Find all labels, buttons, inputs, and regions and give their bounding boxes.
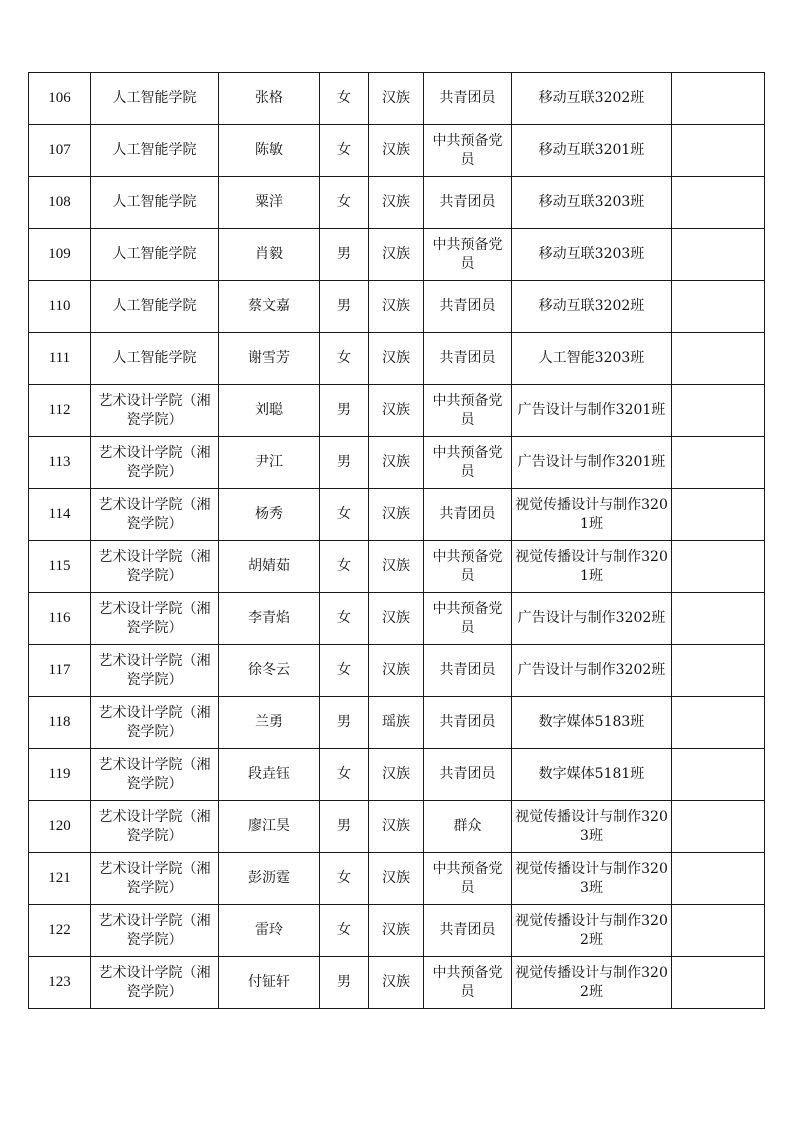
ethnicity-cell: 汉族 (369, 437, 424, 489)
political-status-cell: 共青团员 (424, 697, 512, 749)
class-cell: 移动互联3201班 (512, 125, 672, 177)
ethnicity-cell: 汉族 (369, 125, 424, 177)
gender-cell: 男 (320, 229, 369, 281)
college-cell: 艺术设计学院（湘瓷学院） (91, 645, 219, 697)
blank-cell (672, 593, 765, 645)
row-number-cell: 115 (29, 541, 91, 593)
college-cell: 艺术设计学院（湘瓷学院） (91, 749, 219, 801)
table-row (29, 853, 765, 905)
table-row (29, 645, 765, 697)
political-status-cell: 中共预备党员 (424, 125, 512, 177)
college-cell: 人工智能学院 (91, 177, 219, 229)
student-name-cell: 尹江 (219, 437, 320, 489)
gender-cell: 女 (320, 73, 369, 125)
table-row (29, 541, 765, 593)
class-cell: 移动互联3202班 (512, 281, 672, 333)
gender-cell: 男 (320, 801, 369, 853)
ethnicity-cell: 汉族 (369, 749, 424, 801)
ethnicity-cell: 汉族 (369, 333, 424, 385)
row-number-cell: 119 (29, 749, 91, 801)
gender-cell: 女 (320, 905, 369, 957)
table-row (29, 801, 765, 853)
row-number-cell: 118 (29, 697, 91, 749)
row-number-cell: 109 (29, 229, 91, 281)
gender-cell: 女 (320, 177, 369, 229)
ethnicity-cell: 汉族 (369, 801, 424, 853)
student-name-cell: 张格 (219, 73, 320, 125)
political-status-cell: 共青团员 (424, 749, 512, 801)
table-row (29, 749, 765, 801)
college-cell: 艺术设计学院（湘瓷学院） (91, 385, 219, 437)
class-cell: 视觉传播设计与制作3201班 (512, 541, 672, 593)
political-status-cell: 共青团员 (424, 333, 512, 385)
blank-cell (672, 749, 765, 801)
gender-cell: 女 (320, 541, 369, 593)
blank-cell (672, 125, 765, 177)
political-status-cell: 中共预备党员 (424, 229, 512, 281)
roster-body (29, 73, 765, 1009)
row-number-cell: 116 (29, 593, 91, 645)
political-status-cell: 共青团员 (424, 281, 512, 333)
blank-cell (672, 229, 765, 281)
class-cell: 移动互联3203班 (512, 229, 672, 281)
college-cell: 人工智能学院 (91, 125, 219, 177)
gender-cell: 男 (320, 281, 369, 333)
political-status-cell: 中共预备党员 (424, 853, 512, 905)
student-name-cell: 彭沥霆 (219, 853, 320, 905)
student-name-cell: 肖毅 (219, 229, 320, 281)
blank-cell (672, 73, 765, 125)
student-roster-table (28, 72, 765, 1009)
student-name-cell: 段垚钰 (219, 749, 320, 801)
gender-cell: 女 (320, 489, 369, 541)
gender-cell: 女 (320, 749, 369, 801)
gender-cell: 女 (320, 593, 369, 645)
table-row (29, 125, 765, 177)
college-cell: 艺术设计学院（湘瓷学院） (91, 801, 219, 853)
political-status-cell: 群众 (424, 801, 512, 853)
table-row (29, 333, 765, 385)
college-cell: 艺术设计学院（湘瓷学院） (91, 697, 219, 749)
ethnicity-cell: 汉族 (369, 645, 424, 697)
blank-cell (672, 645, 765, 697)
blank-cell (672, 489, 765, 541)
row-number-cell: 123 (29, 957, 91, 1009)
row-number-cell: 121 (29, 853, 91, 905)
row-number-cell: 122 (29, 905, 91, 957)
row-number-cell: 120 (29, 801, 91, 853)
political-status-cell: 中共预备党员 (424, 541, 512, 593)
blank-cell (672, 801, 765, 853)
student-name-cell: 徐冬云 (219, 645, 320, 697)
gender-cell: 女 (320, 853, 369, 905)
college-cell: 艺术设计学院（湘瓷学院） (91, 905, 219, 957)
college-cell: 人工智能学院 (91, 281, 219, 333)
gender-cell: 男 (320, 437, 369, 489)
political-status-cell: 共青团员 (424, 489, 512, 541)
table-row (29, 697, 765, 749)
class-cell: 广告设计与制作3201班 (512, 385, 672, 437)
row-number-cell: 114 (29, 489, 91, 541)
row-number-cell: 108 (29, 177, 91, 229)
gender-cell: 女 (320, 333, 369, 385)
ethnicity-cell: 汉族 (369, 905, 424, 957)
class-cell: 数字媒体5183班 (512, 697, 672, 749)
class-cell: 广告设计与制作3201班 (512, 437, 672, 489)
table-row (29, 385, 765, 437)
row-number-cell: 107 (29, 125, 91, 177)
ethnicity-cell: 瑶族 (369, 697, 424, 749)
blank-cell (672, 697, 765, 749)
class-cell: 广告设计与制作3202班 (512, 593, 672, 645)
ethnicity-cell: 汉族 (369, 73, 424, 125)
class-cell: 视觉传播设计与制作3202班 (512, 905, 672, 957)
ethnicity-cell: 汉族 (369, 281, 424, 333)
blank-cell (672, 385, 765, 437)
gender-cell: 男 (320, 697, 369, 749)
blank-cell (672, 281, 765, 333)
table-row (29, 229, 765, 281)
gender-cell: 男 (320, 957, 369, 1009)
college-cell: 人工智能学院 (91, 333, 219, 385)
ethnicity-cell: 汉族 (369, 957, 424, 1009)
table-row (29, 957, 765, 1009)
political-status-cell: 共青团员 (424, 73, 512, 125)
table-row (29, 905, 765, 957)
college-cell: 人工智能学院 (91, 73, 219, 125)
student-name-cell: 付钲轩 (219, 957, 320, 1009)
student-name-cell: 蔡文嘉 (219, 281, 320, 333)
table-row (29, 593, 765, 645)
gender-cell: 女 (320, 645, 369, 697)
row-number-cell: 113 (29, 437, 91, 489)
political-status-cell: 共青团员 (424, 177, 512, 229)
college-cell: 艺术设计学院（湘瓷学院） (91, 437, 219, 489)
political-status-cell: 共青团员 (424, 645, 512, 697)
row-number-cell: 112 (29, 385, 91, 437)
class-cell: 移动互联3203班 (512, 177, 672, 229)
class-cell: 移动互联3202班 (512, 73, 672, 125)
college-cell: 艺术设计学院（湘瓷学院） (91, 593, 219, 645)
ethnicity-cell: 汉族 (369, 489, 424, 541)
student-name-cell: 胡婧茹 (219, 541, 320, 593)
college-cell: 艺术设计学院（湘瓷学院） (91, 853, 219, 905)
table-row (29, 73, 765, 125)
gender-cell: 男 (320, 385, 369, 437)
blank-cell (672, 333, 765, 385)
blank-cell (672, 853, 765, 905)
class-cell: 数字媒体5181班 (512, 749, 672, 801)
blank-cell (672, 957, 765, 1009)
student-name-cell: 谢雪芳 (219, 333, 320, 385)
student-name-cell: 廖江昊 (219, 801, 320, 853)
table-row (29, 281, 765, 333)
student-name-cell: 兰勇 (219, 697, 320, 749)
class-cell: 视觉传播设计与制作3203班 (512, 801, 672, 853)
ethnicity-cell: 汉族 (369, 541, 424, 593)
class-cell: 视觉传播设计与制作3201班 (512, 489, 672, 541)
student-name-cell: 刘聪 (219, 385, 320, 437)
student-name-cell: 李青焰 (219, 593, 320, 645)
table-row (29, 177, 765, 229)
row-number-cell: 117 (29, 645, 91, 697)
row-number-cell: 110 (29, 281, 91, 333)
blank-cell (672, 437, 765, 489)
gender-cell: 女 (320, 125, 369, 177)
college-cell: 人工智能学院 (91, 229, 219, 281)
ethnicity-cell: 汉族 (369, 385, 424, 437)
student-name-cell: 杨秀 (219, 489, 320, 541)
class-cell: 人工智能3203班 (512, 333, 672, 385)
ethnicity-cell: 汉族 (369, 177, 424, 229)
blank-cell (672, 177, 765, 229)
political-status-cell: 中共预备党员 (424, 593, 512, 645)
class-cell: 视觉传播设计与制作3202班 (512, 957, 672, 1009)
political-status-cell: 中共预备党员 (424, 437, 512, 489)
table-row (29, 437, 765, 489)
college-cell: 艺术设计学院（湘瓷学院） (91, 541, 219, 593)
ethnicity-cell: 汉族 (369, 229, 424, 281)
ethnicity-cell: 汉族 (369, 853, 424, 905)
political-status-cell: 共青团员 (424, 905, 512, 957)
college-cell: 艺术设计学院（湘瓷学院） (91, 957, 219, 1009)
college-cell: 艺术设计学院（湘瓷学院） (91, 489, 219, 541)
political-status-cell: 中共预备党员 (424, 957, 512, 1009)
ethnicity-cell: 汉族 (369, 593, 424, 645)
political-status-cell: 中共预备党员 (424, 385, 512, 437)
student-name-cell: 粟洋 (219, 177, 320, 229)
class-cell: 广告设计与制作3202班 (512, 645, 672, 697)
class-cell: 视觉传播设计与制作3203班 (512, 853, 672, 905)
student-name-cell: 陈敏 (219, 125, 320, 177)
blank-cell (672, 541, 765, 593)
table-row (29, 489, 765, 541)
student-name-cell: 雷玲 (219, 905, 320, 957)
blank-cell (672, 905, 765, 957)
row-number-cell: 111 (29, 333, 91, 385)
row-number-cell: 106 (29, 73, 91, 125)
